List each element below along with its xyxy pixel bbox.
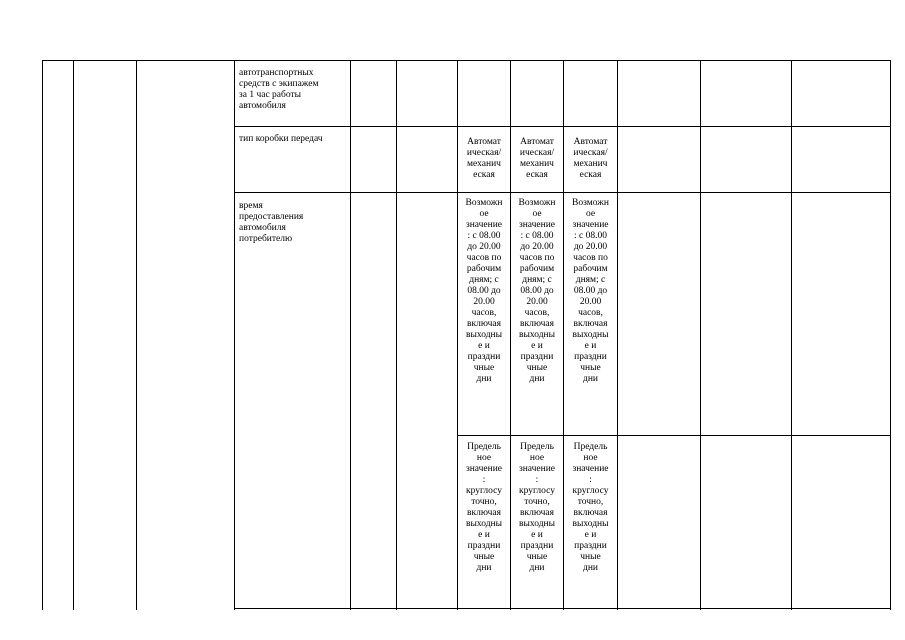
col-border <box>234 60 235 610</box>
value-cell: Автомат ическая/ механич еская <box>466 137 502 180</box>
col-border <box>791 60 792 610</box>
col-border <box>396 60 397 610</box>
row-border <box>234 126 891 127</box>
row-border <box>457 435 891 436</box>
col-border <box>617 60 618 610</box>
col-border <box>136 60 137 610</box>
row-border <box>234 192 891 193</box>
col-border <box>73 60 74 610</box>
col-border <box>350 60 351 610</box>
criterion-cell: тип коробки передач <box>239 134 323 144</box>
value-cell: Предель ное значение : круглосу точно, включая выходны е и праздни чные дни <box>465 442 503 573</box>
col-border <box>42 60 43 610</box>
row-border <box>234 608 891 609</box>
criterion-cell: автотранспортных средств с экипажем за 1 час работы автомобиля <box>239 68 319 111</box>
value-cell: Возможн ое значение : с 08.00 до 20.00 часов по рабочим дням; с 08.00 до 20.00 часов, включая выходны е и праздни чные дни <box>518 198 556 384</box>
col-border <box>890 60 891 610</box>
value-cell: Автомат ическая/ механич еская <box>519 137 555 180</box>
row-border <box>42 60 891 61</box>
criterion-cell: время предоставления автомобиля потребителю <box>239 201 304 244</box>
value-cell: Предель ное значение : круглосу точно, включая выходны е и праздни чные дни <box>518 442 556 573</box>
value-cell: Предель ное значение : круглосу точно, включая выходны е и праздни чные дни <box>572 442 609 573</box>
value-cell: Автомат ическая/ механич еская <box>573 137 608 180</box>
col-border <box>700 60 701 610</box>
value-cell: Возможн ое значение : с 08.00 до 20.00 часов по рабочим дням; с 08.00 до 20.00 часов, включая выходны е и праздни чные дни <box>465 198 503 384</box>
value-cell: Возможн ое значение : с 08.00 до 20.00 часов по рабочим дням; с 08.00 до 20.00 часов, включая выходны е и праздни чные дни <box>572 198 609 384</box>
